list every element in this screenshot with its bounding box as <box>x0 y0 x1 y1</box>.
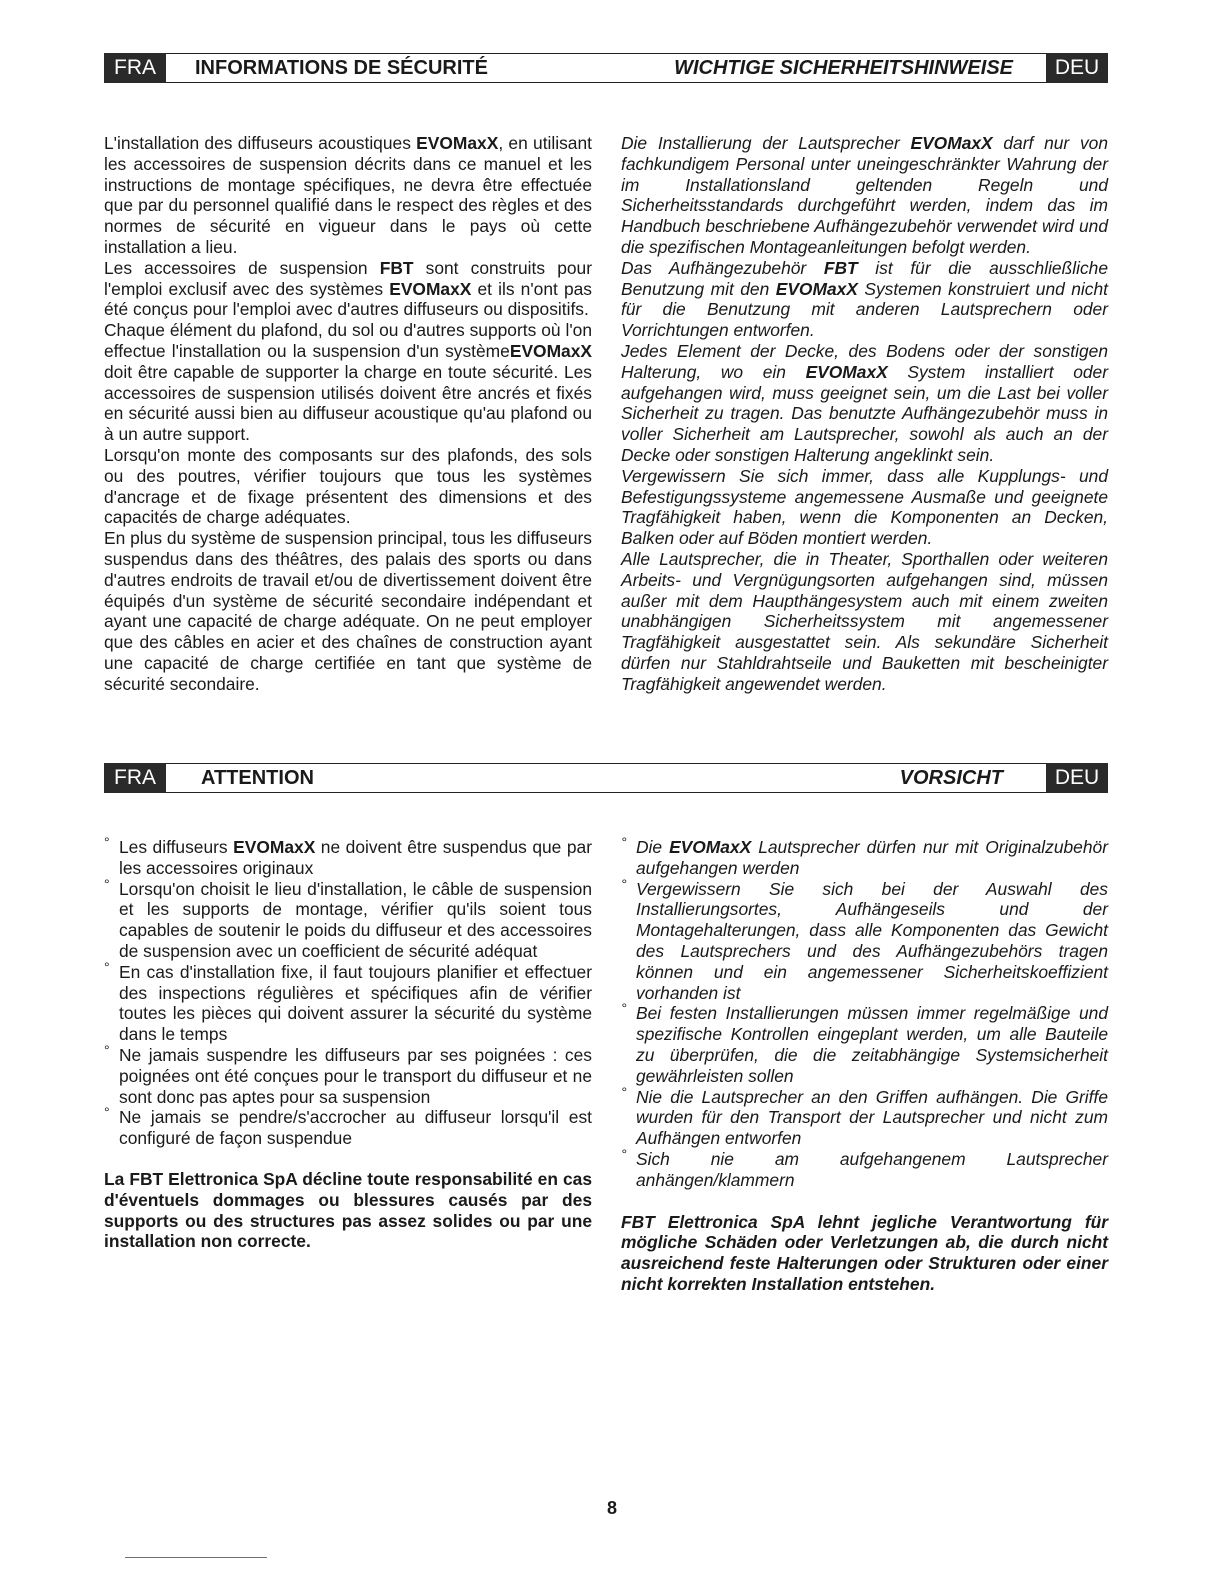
paragraph: Vergewissern Sie sich immer, dass alle Kupplungs- und Befestigungssysteme angemessene Ausmaße und geeignete Tragfähigkeit haben, wenn die Komponenten an Decken, Balken oder auf Böden montiert werden. <box>621 465 1108 549</box>
paragraph: En plus du système de suspension principal, tous les diffuseurs suspendus dans des théâtres, des palais des sports ou dans d'autres endroits de travail et/ou de divertissement doivent être équipés d'un système de sécurité secondaire indépendant et ayant une capacité de charge adéquate. On ne peut employer que des câbles en acier et des chaînes de construction ayant une capacité de charge certifiée en tant que système de sécurité secondaire. <box>104 528 592 694</box>
paragraph: Das Aufhängezubehör FBT ist für die ausschließliche Benutzung mit den EVOMaxX Systemen konstruiert und nicht für die Benutzung mit anderen Lautsprechern oder Vorrichtungen entworfen. <box>621 257 1108 341</box>
safety-text-deu <box>621 133 1108 695</box>
bullet-mark: ° <box>621 834 627 850</box>
list-item: ° Ne jamais se pendre/s'accrocher au diffuseur lorsqu'il est configuré de façon suspendue <box>104 1104 592 1149</box>
disclaimer: La FBT Elettronica SpA décline toute responsabilité en cas d'éventuels dommages ou blessures causés par des supports ou des structures pas assez solides ou par une installation non correcte. <box>104 1168 592 1252</box>
list-item: ° Vergewissern Sie sich bei der Auswahl des Installierungsortes, Aufhängeseils und der Montagehalterungen, dass alle Komponenten das Gewicht des Lautsprechers und des Aufhängezubehörs tragen können und ein angemessener Sicherheitskoeffizient vorhanden ist <box>621 875 1108 1003</box>
footer-divider <box>125 1557 267 1558</box>
brand-name: EVOMaxX <box>233 837 316 857</box>
section-title-deu: VORSICHT <box>899 767 1003 789</box>
brand-name: EVOMaxX <box>805 361 888 382</box>
brand-name: EVOMaxX <box>509 340 592 361</box>
lang-badge-fra: FRA <box>104 53 166 83</box>
section-title-fra: INFORMATIONS DE SÉCURITÉ <box>195 57 488 79</box>
brand-name: EVOMaxX <box>775 278 858 299</box>
safety-info-header <box>104 53 1108 83</box>
disclaimer: FBT Elettronica SpA lehnt jegliche Verantwortung für mögliche Schäden oder Verletzungen ab, die durch nicht ausreichend feste Halterungen oder Strukturen oder einer nicht korrekten Installation entstehen. <box>621 1211 1108 1294</box>
list-item: ° Die EVOMaxX Lautsprecher dürfen nur mit Originalzubehör aufgehangen werden <box>621 834 1108 878</box>
list-item: ° Bei festen Installierungen müssen immer regelmäßige und spezifische Kontrollen eingeplant werden, um alle Bauteile zu überprüfen, die die zeitabhängige Systemsicherheit gewährleisten sollen <box>621 1000 1108 1086</box>
safety-text-fra <box>104 133 592 695</box>
list-item: ° Les diffuseurs EVOMaxX ne doivent être suspendus que par les accessoires originaux <box>104 834 592 878</box>
brand-name: FBT <box>379 257 414 278</box>
attention-text-fra <box>104 834 592 1252</box>
paragraph: Jedes Element der Decke, des Bodens oder der sonstigen Halterung, wo ein EVOMaxX System installiert oder aufgehangen wird, muss geeignet sein, um die Last bei voller Sicherheit zu tragen. Das benutzte Aufhängezubehör muss in voller Sicherheit am Lautsprecher, sowohl als auch an der Decke oder sonstigen Halterung angeklinkt sein. <box>621 340 1109 465</box>
brand-name: EVOMaxX <box>669 837 752 857</box>
list-item: ° En cas d'installation fixe, il faut toujours planifier et effectuer des inspections régulières et spécifiques afin de vérifier toutes les pièces qui doivent assurer la sécurité du système dans le temps <box>104 958 592 1045</box>
bullet-mark: ° <box>104 1104 110 1121</box>
list-item: ° Sich nie am aufgehangenem Lautsprecher anhängen/klammern <box>621 1145 1108 1190</box>
paragraph: L'installation des diffuseurs acoustiques EVOMaxX, en utilisant les accessoires de suspension décrits dans ce manuel et les instructions de montage spécifiques, ne devra être effectuée que par du personnel qualifié dans le respect des règles et des normes de sécurité en vigueur dans le pays où cette installation a lieu. <box>104 133 592 257</box>
list-item: ° Nie die Lautsprecher an den Griffen aufhängen. Die Griffe wurden für den Transport der Lautsprecher und nicht zum Aufhängen entworfen <box>621 1083 1108 1149</box>
bullet-list <box>621 834 1108 1191</box>
bullet-mark: ° <box>621 1000 627 1017</box>
brand-name: FBT <box>823 257 858 278</box>
list-item: ° Lorsqu'on choisit le lieu d'installation, le câble de suspension et les supports de montage, vérifier qu'ils soient tous capables de soutenir le poids du diffuseur et des accessoires de suspension avec un coefficient de sécurité adéquat <box>104 875 592 961</box>
lang-badge-fra: FRA <box>104 763 166 793</box>
section-title-fra: ATTENTION <box>201 767 314 789</box>
paragraph: Alle Lautsprecher, die in Theater, Sporthallen oder weiteren Arbeits- und Vergnügungsorten aufgehangen sind, müssen außer mit dem Haupthängesystem auch mit einem zweiten unabhängigen Sicherheitssystem mit angemessener Tragfähigkeit ausgestattet sein. Als sekundäre Sicherheit dürfen nur Stahldrahtseile und Bauketten mit bescheinigter Tragfähigkeit angewendet werden. <box>621 548 1108 694</box>
section-title-deu: WICHTIGE SICHERHEITSHINWEISE <box>674 57 1013 79</box>
lang-badge-deu: DEU <box>1046 763 1108 793</box>
bullet-mark: ° <box>104 875 110 892</box>
page-number: 8 <box>606 1498 617 1518</box>
bullet-mark: ° <box>104 1041 110 1058</box>
bullet-mark: ° <box>621 1145 627 1162</box>
paragraph: Chaque élément du plafond, du sol ou d'autres supports où l'on effectue l'installation ou la suspension d'un systèmeEVOMaxX doit être capable de supporter la charge en toute sécurité. Les accessoires de suspension utilisés doivent être ancrés et fixés en sécurité aussi bien au diffuseur acoustique qu'au plafond ou à un autre support. <box>104 320 592 445</box>
bullet-mark: ° <box>621 1083 627 1100</box>
bullet-mark: ° <box>104 834 110 850</box>
attention-header <box>104 763 1108 793</box>
lang-badge-deu: DEU <box>1046 53 1108 83</box>
list-item: ° Ne jamais suspendre les diffuseurs par ses poignées : ces poignées ont été conçues pour le transport du diffuseur et ne sont donc pas aptes pour sa suspension <box>104 1041 592 1107</box>
paragraph: Lorsqu'on monte des composants sur des plafonds, des sols ou des poutres, vérifier toujours que tous les systèmes d'ancrage et de fixage présentent des dimensions et des capacités de charge adéquates. <box>104 444 592 528</box>
brand-name: EVOMaxX <box>910 133 993 153</box>
paragraph: Die Installierung der Lautsprecher EVOMaxX darf nur von fachkundigem Personal unter uneingeschränkter Wahrung der im Installationsland geltenden Regeln und Sicherheitsstandards durchgeführt werden, indem das im Handbuch beschriebene Aufhängezubehör verwendet wird und die spezifischen Montageanleitungen befolgt werden. <box>621 133 1109 257</box>
attention-text-deu <box>621 834 1108 1295</box>
brand-name: EVOMaxX <box>416 133 499 153</box>
bullet-mark: ° <box>621 875 627 892</box>
paragraph: Les accessoires de suspension FBT sont construits pour l'emploi exclusif avec des systèmes EVOMaxX et ils n'ont pas été conçus pour l'emploi avec d'autres diffuseurs ou dispositifs. <box>104 257 592 320</box>
bullet-mark: ° <box>104 958 110 975</box>
brand-name: EVOMaxX <box>389 278 472 299</box>
bullet-list <box>104 834 592 1149</box>
